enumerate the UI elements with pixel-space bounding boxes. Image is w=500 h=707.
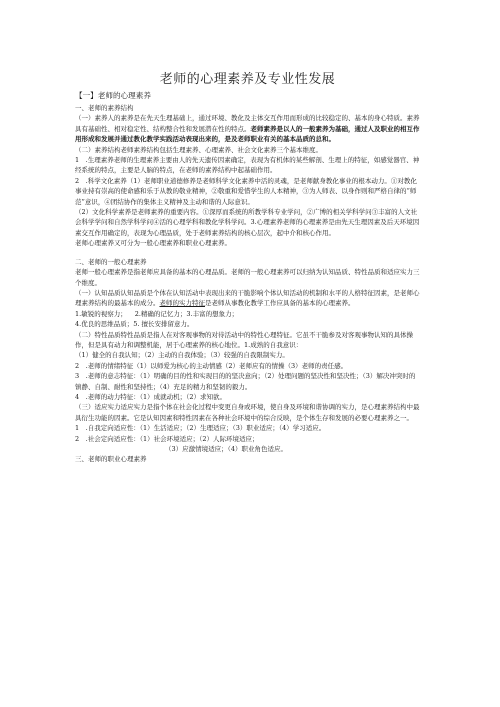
paragraph-self-awareness: （1）健全的自我认知；（2）主动的自我体验；（3）较强的自我限制实力。 [75, 351, 289, 360]
paragraph-text: （一）认知品质认知品质是个体在认知活动中表现出来的干脆影响个体认知活动的机制和水平的人格特征因素，是老师心理素养结构的最基本的成分。 [75, 288, 420, 308]
bold-definition: 老师素养是以人的一般素养为基础，通过人及职业的相互作用形成和发展并通过教化教学实践活动表现出来的，是及老师职业有关的基本品质的总和。 [75, 124, 420, 144]
paragraph-will: 3 .老师的意志特征：（1）明确的目的性和实现目的的坚决意向；（2）处理问题的坚决性和坚决性；（3）解决冲突时的镇静、自制、耐性和坚持性；（4）充足的精力和坚韧的毅力。 [75, 372, 416, 391]
paragraph-personality: （二）特性品质特性品质是指人在对客观事物的对待活动中的特性心理特征。它虽不干脆参及对客观事物认知的具体操作，但是具有动力和调整机能，居于心理素养的核心地位。1.成熟的自我意识： [75, 330, 413, 349]
section-heading-2: 二、老师的一般心理素养 [75, 257, 147, 266]
ability-list-2: 4.优良的思维品质；5. 擅长安排留意力。 [75, 320, 194, 329]
paragraph-emotion: 2 .老师的情绪特征（1）以师爱为核心的主动情感（2）老师应有的情操（3）老师的责任感。 [75, 361, 348, 370]
paragraph-social-orientation: 2 .社会定向适应性：（1）社会环境适应；（2）人际环境适应； [75, 434, 259, 443]
list-item: 1.敏锐的视察力； [75, 309, 127, 318]
paragraph-adaptation: （三）适应实力适应实力是指个体在社会化过程中变更自身或环境，使自身及环境和谐协调的实力，是心理素养结构中最具衍生功能的因素。它是认知因素和特性因素在各种社会环境中的综合反映，是个体生存和发展的必要心理素养之一。 [75, 403, 420, 422]
ability-list-1 [75, 309, 420, 319]
paragraph-quality [75, 113, 420, 144]
paragraph-cognition [75, 288, 420, 309]
list-item: 2.精确的记忆力；3.丰富的想象力； [134, 309, 239, 318]
section-heading-3: 三、老师的职业心理素养 [75, 455, 147, 464]
paragraph-division: 老师心理素养又可分为一般心理素养和职业心理素养。 [75, 239, 231, 248]
paragraph-general: 老师一般心理素养是指老师应具备的基本的心理品质。老师的一般心理素养可以归纳为认知品质、特性品质和适应实力三个维度。 [75, 268, 420, 287]
paragraph-structure: （二）素养结构老师素养结构包括生理素养、心理素养、社会文化素养三个基本维度。 [75, 145, 322, 154]
paragraph-physiology: 1 .生理素养老师的生理素养主要由人的先天遗传因素确定，表现为有机体的某些解剖、生理上的特征，如感觉器官、神经系统的特点，主要是人脑的特点，在老师的素养结构中起基础作用。 [75, 156, 420, 175]
paragraph-text: （一）素养人的素养是在先天生理基础上，通过环境、教化及主体交互作用而形成的比较稳定的、基本的身心特质。素养具有基础性、相对稳定性、结构整合性和发展潜在性的特点。 [75, 114, 420, 133]
paragraph-science: （2）文化科学素养是老师素养的重要内容。①深厚而系统的所教学科专业学问，②广博的相关学科学问③丰富的人文社会科学学问和自然学科学问④活的心理学科和教化学科学问。3.心理素养老师的心理素养是由先天生理因素及后天环境因素交互作用确定的，表现为心理品质，处于老师素养结构的核心层次，起中介和核心作用。 [75, 208, 420, 237]
section-heading-1: 一、老师的素养结构 [75, 104, 134, 112]
document-title: 老师的心理素养及专业性发展 [159, 72, 336, 87]
paragraph-motivation: 4 .老师的动力特征：（1）成就动机；（2）求知欲。 [75, 392, 226, 401]
document-body [75, 90, 420, 465]
underlined-term: 老师的实力特征 [159, 299, 205, 308]
paragraph-culture: 2 .科学文化素养（1）老师职业道德修养是老师科学文化素养中活的灵魂，是老师献身教化事业的根本动力。①对教化事业持有崇高的使命感和乐于从教的敬业精神，②敬重和爱惜学生的人本精神，③为人师表、以身作则和严格自律的“师范”意识，④团结协作的集体主义精神及主动和谐的人际意识。 [75, 176, 417, 206]
paragraph-social-orientation-cont: （3）应激情境适应；（4）职业角色适应。 [165, 445, 288, 453]
part-heading: 【一】老师的心理素养 [75, 91, 151, 100]
paragraph-text: 是老师从事教化教学工作应具备的基本的心理素养。 [205, 299, 355, 308]
paragraph-self-orientation: 1 .自我定向适应性：（1）生活适应；（2）生理适应；（3）职业适应；（4）学习适应。 [75, 424, 326, 433]
